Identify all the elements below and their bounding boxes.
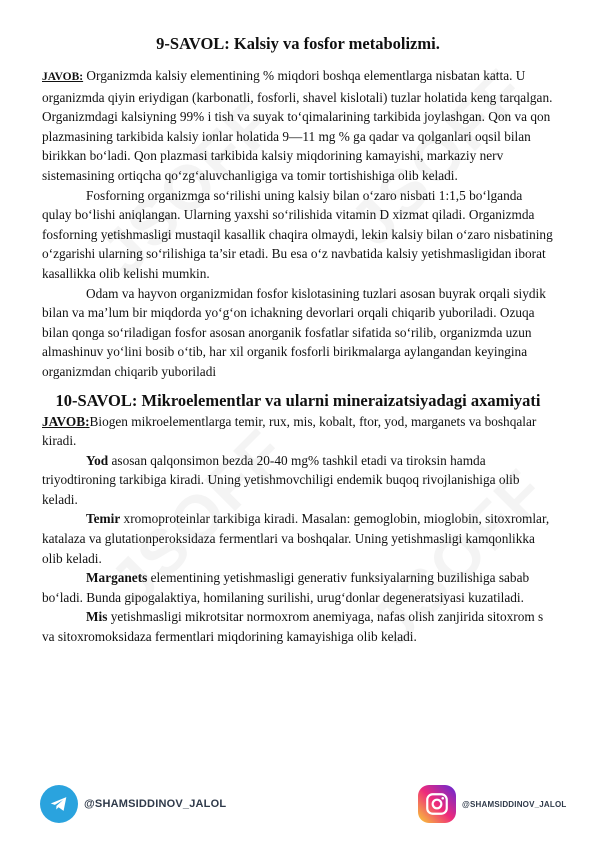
section-9-answer-label: JAVOB: — [42, 71, 84, 83]
list-item-iron: Temir xromoproteinlar tarkibiga kiradi. Masalan: gemoglobin, mioglobin, sitoxromlar, katalaza va glutationperoksidaza fermentlari va boshqalar. Uning yetishmasligi kamqonlikka olib keladi. — [42, 511, 550, 566]
section-10-paragraph-1-text: Biogen mikroelementlarga temir, rux, mis, kobalt, ftor, yod, marganets va boshqalar kiradi. — [42, 413, 537, 449]
section-9-paragraph-2: Fosforning organizmga so‘rilishi uning kalsiy bilan o‘zaro nisbati 1:1,5 bo‘lganda qulay bo‘lishi aniqlangan. Ularning yaxshi so‘rilishida vitamin D xizmat qiladi. Organizmda fosforning yetishmasligi mustaqil kasallik chaqira olmaydi, lekin kalsiy bilan o‘zaro nisbatining o‘zgarishi ularning so‘rilishiga ta’sir etadi. Bu esa o‘z navbatida kalsiy yetishmasligidan iborat kasallikka olib kelishi mumkin. — [42, 187, 553, 281]
section-9-paragraph-1 — [42, 66, 554, 186]
section-9-title: 9-SAVOL: Kalsiy va fosfor metabolizmi. — [156, 34, 440, 53]
telegram-link[interactable] — [40, 784, 226, 824]
term-iodine: Yod — [86, 452, 109, 468]
term-iron: Temir — [86, 511, 121, 527]
instagram-icon[interactable] — [418, 785, 456, 823]
document-page — [42, 34, 554, 647]
section-10-answer-label: JAVOB: — [42, 413, 90, 429]
section-10-title: 10-SAVOL: Mikroelementlar va ularni mineraizatsiyadagi axamiyati — [55, 390, 541, 410]
telegram-handle[interactable]: @SHAMSIDDINOV_JALOL — [84, 798, 227, 810]
instagram-handle[interactable]: @SHAMSIDDINOV_JALOL — [462, 799, 567, 809]
list-item-iodine: Yod asosan qalqonsimon bezda 20-40 mg% tashkil etadi va tiroksin hamda triyodtironing tarkibiga kiradi. Uning yetishmovchiligi endemik buqoq rivojlanishiga olib keladi. — [42, 452, 520, 507]
term-manganese: Marganets — [86, 570, 148, 586]
telegram-icon[interactable] — [40, 785, 78, 823]
list-item-manganese: Marganets elementining yetishmasligi generativ funksiyalarning buzilishiga sabab bo‘ladi. Bunda gipogalaktiya, homilaning surilishi, urug‘donlar degeneratsiyasi kuzatiladi. — [42, 570, 530, 605]
section-9-paragraph-1-text: Organizmda kalsiy elementining % miqdori boshqa elementlarga nisbatan katta. U organizmda qiyin eriydigan (karbonatli, fosforli, shavel kislotali) tuzlar holatida keng tarqalgan. Organizmdagi kalsiyning 99% i tish va suyak to‘qimalarining tarkibida joylashgan. Qon va qon plazmasining tarkibida kalsiy ionlar holatida 9—11 mg % ga qadar va qolganlari oqsil bilan birikkan bo‘ladi. Qon plazmasi tarkibida kalsiy miqdorining kamayishi, markaziy nerv sistemasining ortiqcha qo‘zg‘aluvchanligiga va tomir tortishishiga olib keladi. — [42, 68, 553, 183]
term-copper: Mis — [86, 609, 108, 625]
instagram-link[interactable] — [418, 784, 567, 824]
list-item-copper: Mis yetishmasligi mikrotsitar normoxrom anemiyaga, nafas olish zanjirida sitoxrom s va sitoxromoksidaza fermentlari miqdorining kamayishiga olib keladi. — [42, 609, 544, 645]
section-10-paragraph-1 — [42, 412, 554, 451]
section-9-paragraph-3: Odam va hayvon organizmidan fosfor kislotasining tuzlari asosan buyrak orqali siydik bilan va ma’lum bir miqdorda yo‘g‘on ichakning devorlari orqali chiqarib yuboriladi. Ozuqa bilan qonga so‘riladigan fosfor asosan anorganik fosfatlar sifatida so‘rilib, organizmda uzun almashinuv yo‘lini bosib o‘tib, har xil organik fosforli birikmalarga aylangandan keyingina organizmdan chiqarib yuboriladi — [42, 285, 546, 379]
